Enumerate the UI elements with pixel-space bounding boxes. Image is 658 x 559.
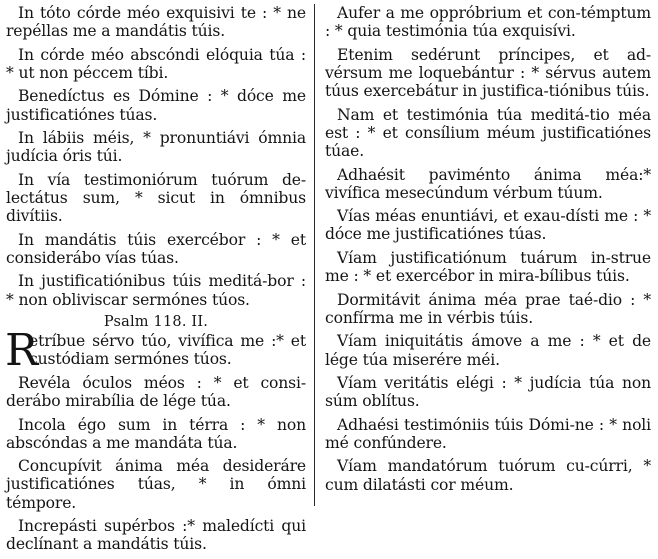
- verse: Dormitávit ánima méa prae taé-dio : * confírma me in vérbis túis.: [325, 290, 651, 327]
- verse: Víam mandatórum tuórum cu-cúrri, * cum dilatásti cor méum.: [325, 457, 651, 494]
- verse: Adhaési testimóniis túis Dómi-ne : * noli mé confúndere.: [325, 415, 651, 452]
- verse: In lábiis méis, * pronuntiávi ómnia judícia óris túi.: [6, 129, 306, 166]
- verse: etríbue sérvo túo, vivífica me :* et custódiam sermónes túos.: [29, 332, 306, 369]
- verse: In tóto córde méo exquisivi te : * ne repéllas me a mandátis túis.: [6, 4, 306, 41]
- verse: Víam veritátis elégi : * judícia túa non súm oblítus.: [325, 374, 651, 411]
- verse: In córde méo abscóndi elóquia túa : * ut non péccem tíbi.: [6, 45, 306, 82]
- verse: Adhaésit paviménto ánima méa:* vivífica mesecúndum vérbum túum.: [325, 165, 651, 202]
- drop-cap: R: [5, 325, 39, 377]
- verse: Increpásti supérbos :* maledícti qui declínant a mandátis túis.: [6, 517, 306, 554]
- verse: Etenim sedérunt príncipes, et ad-vérsum me loquebántur : * sérvus autem túus exercebátur in justifica-tiónibus túis.: [325, 45, 651, 101]
- verse: Revéla óculos méos : * et consi-derábo mirabília de lége túa.: [6, 373, 306, 411]
- verse: In vía testimoniórum tuórum de-lectátus sum, * sicut in ómnibus divítiis.: [6, 170, 306, 226]
- verse: Nam et testimónia túa meditá-tio méa est : * et consílium méum justificatiónes túae.: [325, 105, 651, 161]
- first-verse-with-drop-cap: [5, 325, 306, 377]
- verse: Vías méas enuntiávi, et exau-dísti me : * dóce me justificatiónes túas.: [325, 207, 651, 244]
- verse: Víam iniquitátis ámove a me : * et de lége túa miserére méi.: [325, 332, 651, 369]
- verse: Incola égo sum in térra : * non abscóndas a me mandáta túa.: [6, 415, 306, 452]
- verse: Concupívit ánima méa desideráre justificatiónes túas, * in ómni témpore.: [6, 457, 306, 512]
- column-divider: [314, 4, 315, 506]
- verse: In mandátis túis exercébor : * et considerábo vías túas.: [6, 230, 306, 267]
- verse: Víam justificatiónum tuárum in-strue me : * et exercébor in mira-bílibus túis.: [325, 248, 651, 286]
- right-column: [325, 4, 651, 499]
- left-column: [6, 4, 306, 559]
- verse: Aufer a me oppróbrium et con-témptum : * quia testimónia túa exquisívi.: [325, 4, 651, 41]
- verse: Benedíctus es Dómine : * dóce me justificatiónes túas.: [6, 87, 306, 124]
- verse: In justificatiónibus túis meditá-bor : * non obliviscar sermónes túos.: [6, 272, 306, 309]
- psalm-heading: Psalm 118. II.: [103, 314, 209, 331]
